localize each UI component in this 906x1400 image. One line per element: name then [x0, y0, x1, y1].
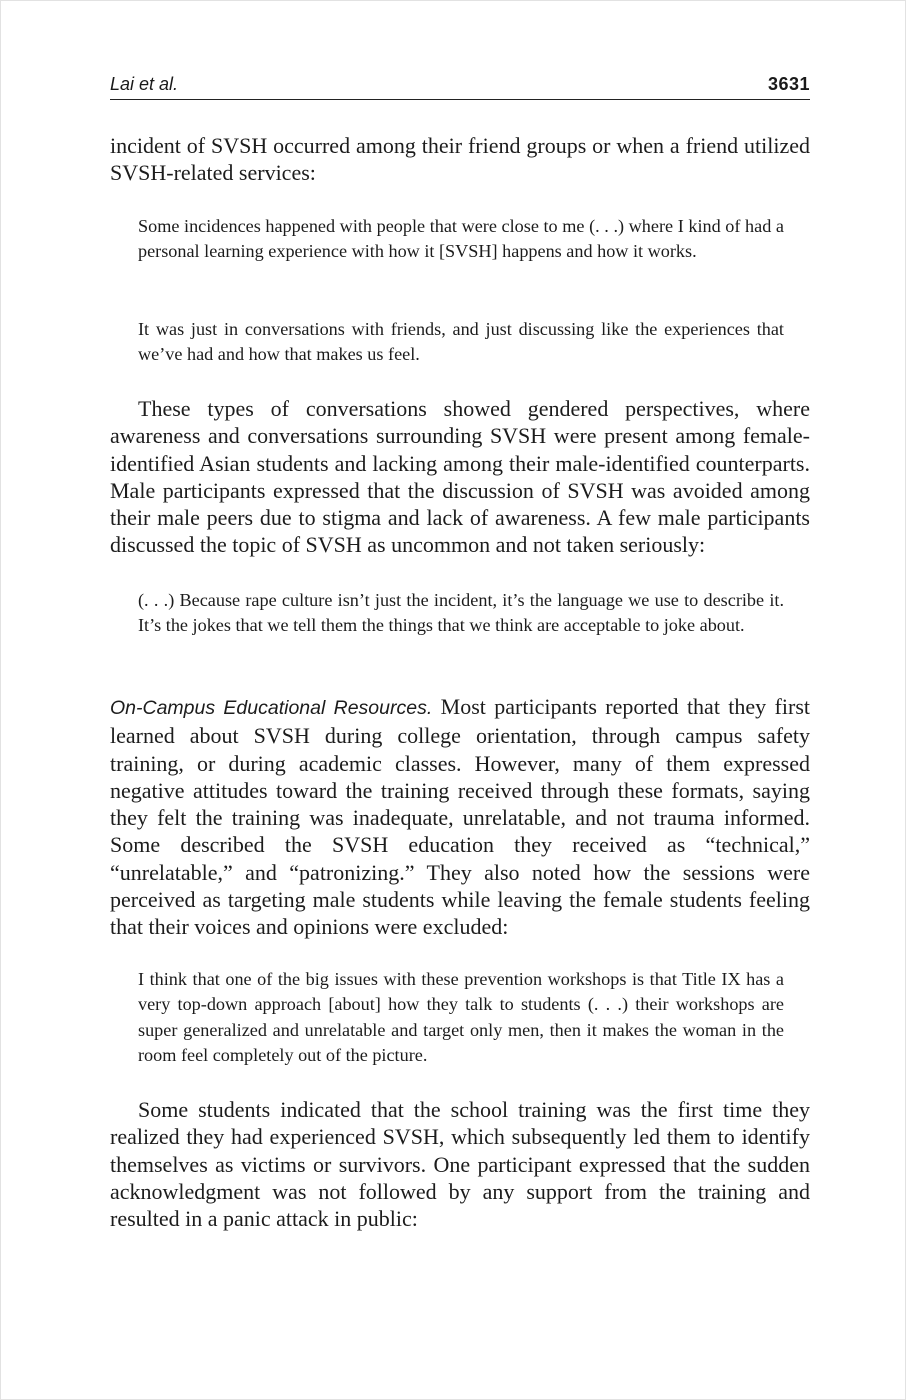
running-header-authors: Lai et al. [110, 74, 179, 94]
body-paragraph-2: These types of conversations showed gendered perspectives, where awareness and conversations surrounding SVSH were present among female-identified Asian students and lacking among their male-identified counterparts. Male participants expressed that the discussion of SVSH was avoided among their male peers due to stigma and lack of awareness. A few male participants discussed the topic of SVSH as uncommon and not taken seriously: [110, 396, 810, 558]
section-subheading: On-Campus Educational Resources. [110, 697, 433, 719]
page-number: 3631 [767, 74, 810, 94]
running-header [110, 69, 810, 100]
body-paragraph-4: Some students indicated that the school training was the first time they realized they had experienced SVSH, which subsequently led them to identify themselves as victims or survivors. One participant expressed that the sudden acknowledgment was not followed by any support from the training and resulted in a panic attack in public: [110, 1097, 810, 1232]
block-quote-3: (. . .) Because rape culture isn’t just the incident, it’s the language we use to describe it. It’s the jokes that we tell them the things that we think are acceptable to joke about. [138, 590, 784, 636]
block-quote-1: Some incidences happened with people that were close to me (. . .) where I kind of had a personal learning experience with how it [SVSH] happens and how it works. [138, 216, 784, 262]
block-quote-2: It was just in conversations with friends, and just discussing like the experiences that we’ve had and how that makes us feel. [138, 319, 784, 365]
body-paragraph-1: incident of SVSH occurred among their friend groups or when a friend utilized SVSH-related services: [110, 133, 810, 186]
body-paragraph-3-text: Most participants reported that they first learned about SVSH during college orientation, through campus safety training, or during academic classes. However, many of them expressed negative attitudes toward the training received through these formats, saying they felt the training was inadequate, unrelatable, and not trauma informed. Some described the SVSH education they received as “technical,” “unrelatable,” and “patronizing.” They also noted how the sessions were perceived as targeting male students while leaving the female students feeling that their voices and opinions were excluded: [110, 694, 810, 940]
body-paragraph-3 [110, 693, 810, 941]
block-quote-4: I think that one of the big issues with these prevention workshops is that Title IX has a very top-down approach [about] how they talk to students (. . .) their workshops are super generalized and unrelatable and target only men, then it makes the woman in the room feel completely out of the picture. [138, 969, 784, 1065]
